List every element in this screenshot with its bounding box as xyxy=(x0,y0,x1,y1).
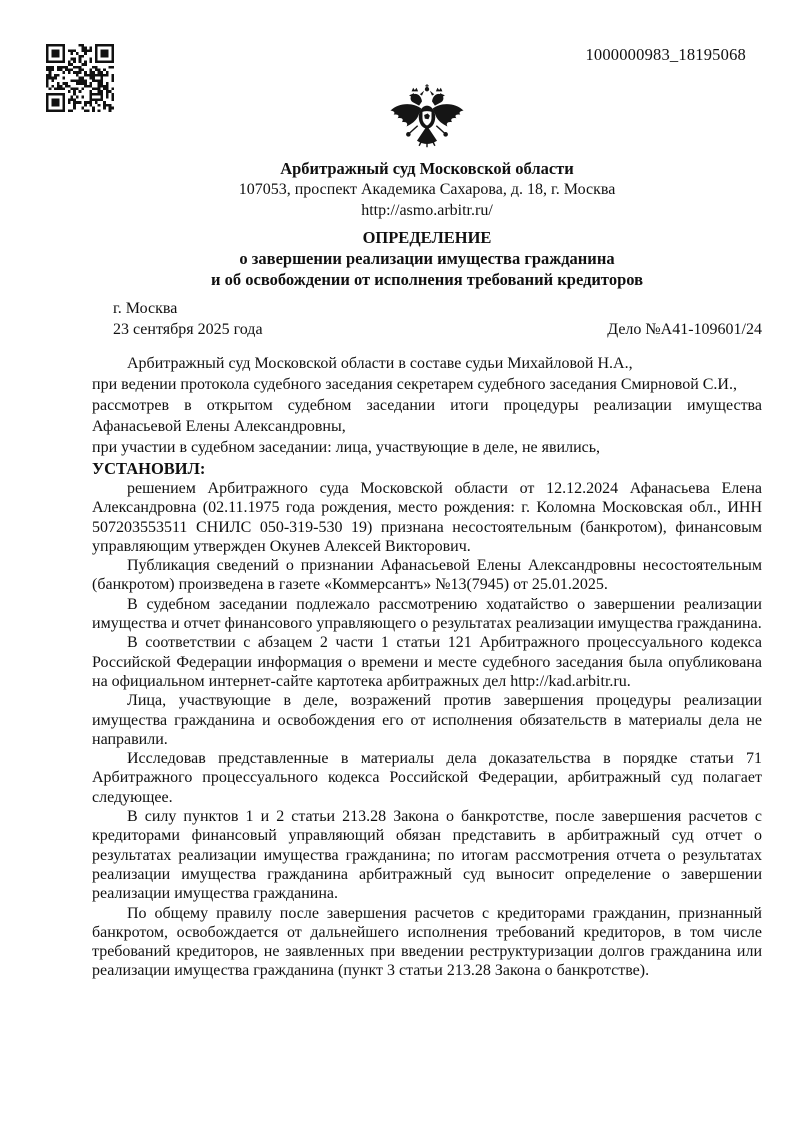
document-subtitle-2: и об освобождении от исполнения требований кредиторов xyxy=(210,270,643,289)
case-meta xyxy=(92,298,762,340)
case-number: Дело №А41-109601/24 xyxy=(607,321,762,338)
date-line: 23 сентября 2025 года xyxy=(113,321,263,338)
coat-of-arms-icon xyxy=(384,84,470,156)
body-paragraph: решением Арбитражного суда Московской области от 12.12.2024 Афанасьева Елена Александровна (02.11.1975 года рождения, место рождения: г. Коломна Московская обл., ИНН 507203553511 СНИЛС 050-319-530 19) признана несостоятельным (банкротом), финансовым управляющим утвержден Окунев Алексей Викторович. xyxy=(92,480,762,555)
intro-paragraph: Арбитражный суд Московской области в составе судьи Михайловой Н.А., xyxy=(127,355,633,372)
body-paragraph: Лица, участвующие в деле, возражений против завершения процедуры реализации имущества гражданина и освобождения его от исполнения обязательств в материалы дела не направили. xyxy=(92,692,762,748)
body-paragraph: В соответствии с абзацем 2 части 1 статьи 121 Арбитражного процессуального кодекса Российской Федерации информация о времени и месте судебного заседания была опубликована на официальном интернет-сайте картотека арбитражных дел http://kad.arbitr.ru. xyxy=(92,634,762,690)
document-id: 1000000983_18195068 xyxy=(585,45,746,64)
body-paragraph: В силу пунктов 1 и 2 статьи 213.28 Закона о банкротстве, после завершения расчетов с кредиторами финансовый управляющий обязан представить в арбитражный суд отчет о результатах реализации имущества гражданина; по итогам рассмотрения отчета о результатах реализации имущества гражданина арбитражный суд выносит определение о завершении реализации имущества гражданина. xyxy=(92,808,762,903)
place-line: г. Москва xyxy=(113,300,178,317)
document-title: ОПРЕДЕЛЕНИЕ xyxy=(362,228,492,247)
resolution-heading: УСТАНОВИЛ: xyxy=(92,459,206,478)
court-name: Арбитражный суд Московской области xyxy=(280,159,574,178)
body-paragraph: По общему правилу после завершения расчетов с кредиторами гражданин, признанный банкротом, освобождается от дальнейшего исполнения требований кредиторов, в том числе требований кредиторов, не заявленных при введении реструктуризации долгов гражданина или реализации имущества гражданина (пункт 3 статьи 213.28 Закона о банкротстве). xyxy=(92,904,762,980)
court-address: 107053, проспект Академика Сахарова, д. 18, г. Москва xyxy=(238,181,616,198)
document-body xyxy=(92,353,762,981)
body-paragraph: Публикация сведений о признании Афанасьевой Елены Александровны несостоятельным (банкротом) произведена в газете «Коммерсантъ» №13(7945) от 25.01.2025. xyxy=(92,557,762,594)
findings-section xyxy=(92,479,762,981)
intro-paragraph: рассмотрев в открытом судебном заседании итоги процедуры реализации имущества Афанасьевой Елены Александровны, xyxy=(92,397,762,435)
document-title-block xyxy=(92,227,762,290)
qr-code-image xyxy=(46,44,114,112)
intro-paragraph: при ведении протокола судебного заседания секретарем судебного заседания Смирновой С.И., xyxy=(92,376,737,393)
body-paragraph: Исследовав представленные в материалы дела доказательства в порядке статьи 71 Арбитражного процессуального кодекса Российской Федерации, арбитражный суд полагает следующее. xyxy=(92,750,762,806)
intro-paragraph: при участии в судебном заседании: лица, участвующие в деле, не явились, xyxy=(92,439,601,456)
court-header xyxy=(92,0,762,221)
document-subtitle-1: о завершении реализации имущества гражданина xyxy=(239,249,615,268)
court-website: http://asmo.arbitr.ru/ xyxy=(361,202,493,219)
document-content xyxy=(92,0,762,981)
qr-code xyxy=(46,44,114,112)
body-paragraph: В судебном заседании подлежало рассмотрению ходатайство о завершении реализации имущества и отчет финансового управляющего о результатах реализации имущества гражданина. xyxy=(92,595,762,633)
